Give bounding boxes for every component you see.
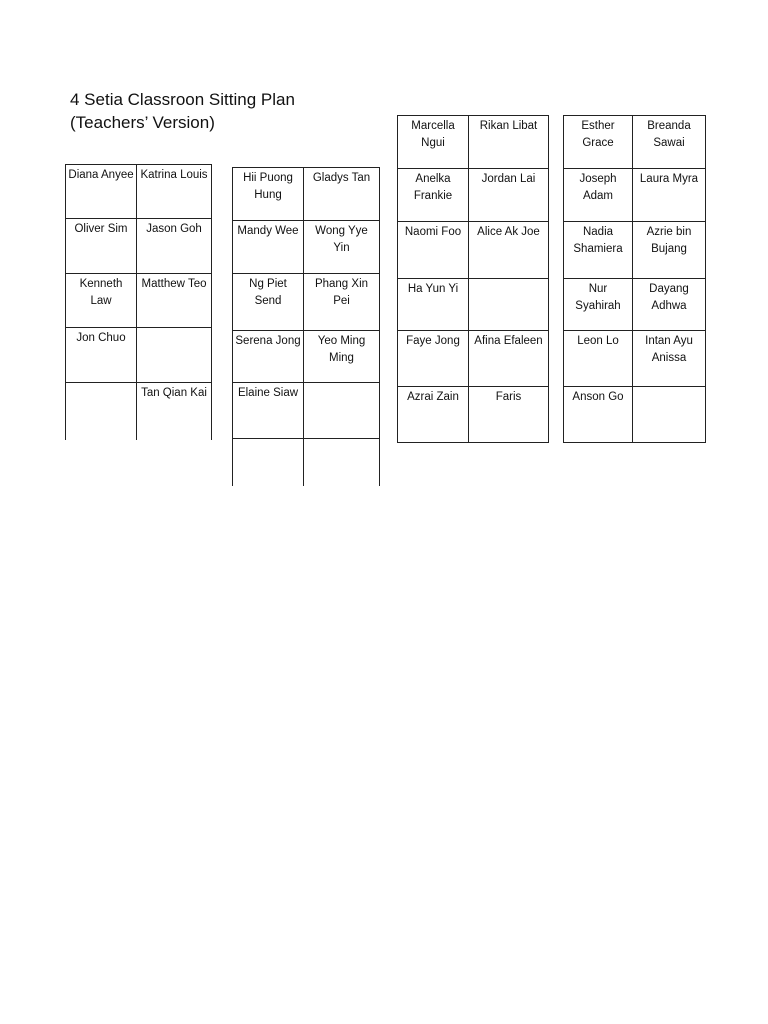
seat-row xyxy=(66,328,212,383)
seat-row xyxy=(398,387,549,443)
seat-cell: Kenneth Law xyxy=(66,274,137,328)
seat-cell: Tan Qian Kai xyxy=(137,383,212,440)
seat-row xyxy=(564,387,706,443)
seat-cell: Esther Grace xyxy=(564,116,633,169)
seat-cell: Elaine Siaw xyxy=(233,383,304,439)
seat-cell: Breanda Sawai xyxy=(633,116,706,169)
seat-cell: Katrina Louis xyxy=(137,165,212,219)
seat-cell: Serena Jong xyxy=(233,331,304,383)
seat-cell: Matthew Teo xyxy=(137,274,212,328)
seat-cell xyxy=(137,328,212,383)
seat-cell: Rikan Libat xyxy=(469,116,549,169)
seat-cell: Anelka Frankie xyxy=(398,169,469,222)
seat-cell xyxy=(304,439,380,486)
seat-row xyxy=(66,165,212,219)
seat-cell: Hii Puong Hung xyxy=(233,168,304,221)
seat-cell: Laura Myra xyxy=(633,169,706,222)
seat-row xyxy=(564,116,706,169)
page-title xyxy=(70,88,295,134)
seat-row xyxy=(564,222,706,279)
seat-row xyxy=(233,168,380,221)
seat-cell: Ha Yun Yi xyxy=(398,279,469,331)
seating-group-4 xyxy=(563,115,706,443)
seat-row xyxy=(564,331,706,387)
seat-cell: Phang Xin Pei xyxy=(304,274,380,331)
seat-cell: Marcella Ngui xyxy=(398,116,469,169)
seat-cell: Nadia Shamiera xyxy=(564,222,633,279)
seat-cell: Diana Anyee xyxy=(66,165,137,219)
seat-cell: Dayang Adhwa xyxy=(633,279,706,331)
seating-group-1 xyxy=(65,164,212,440)
seat-row xyxy=(233,439,380,486)
seat-cell xyxy=(633,387,706,443)
seat-cell: Joseph Adam xyxy=(564,169,633,222)
seat-row xyxy=(398,279,549,331)
seat-cell: Gladys Tan xyxy=(304,168,380,221)
seat-cell: Azrie bin Bujang xyxy=(633,222,706,279)
seat-cell xyxy=(233,439,304,486)
seat-cell: Nur Syahirah xyxy=(564,279,633,331)
seat-row xyxy=(564,169,706,222)
seat-cell xyxy=(66,383,137,440)
seat-row xyxy=(66,383,212,440)
seat-row xyxy=(398,222,549,279)
seat-cell: Afina Efaleen xyxy=(469,331,549,387)
seat-cell: Faye Jong xyxy=(398,331,469,387)
seat-cell xyxy=(469,279,549,331)
seat-cell: Oliver Sim xyxy=(66,219,137,274)
seat-cell: Anson Go xyxy=(564,387,633,443)
seat-row xyxy=(233,221,380,274)
seat-cell: Azrai Zain xyxy=(398,387,469,443)
seat-cell: Faris xyxy=(469,387,549,443)
seat-row xyxy=(233,383,380,439)
seat-cell: Yeo Ming Ming xyxy=(304,331,380,383)
seat-cell: Alice Ak Joe xyxy=(469,222,549,279)
seat-cell: Naomi Foo xyxy=(398,222,469,279)
seat-cell: Leon Lo xyxy=(564,331,633,387)
seat-row xyxy=(398,169,549,222)
seat-row xyxy=(398,116,549,169)
seat-cell: Intan Ayu Anissa xyxy=(633,331,706,387)
seat-row xyxy=(233,331,380,383)
seating-group-2 xyxy=(232,167,380,486)
seat-row xyxy=(398,331,549,387)
seat-cell: Wong Yye Yin xyxy=(304,221,380,274)
seat-cell: Ng Piet Send xyxy=(233,274,304,331)
seat-cell: Jason Goh xyxy=(137,219,212,274)
seat-cell: Jordan Lai xyxy=(469,169,549,222)
seat-row xyxy=(66,274,212,328)
seat-row xyxy=(66,219,212,274)
seating-group-3 xyxy=(397,115,549,443)
seat-cell: Jon Chuo xyxy=(66,328,137,383)
seat-row xyxy=(564,279,706,331)
page-title-line-2: (Teachers’ Version) xyxy=(70,113,215,132)
seat-cell: Mandy Wee xyxy=(233,221,304,274)
page-title-line-1: 4 Setia Classroon Sitting Plan xyxy=(70,90,295,109)
seat-row xyxy=(233,274,380,331)
seat-cell xyxy=(304,383,380,439)
